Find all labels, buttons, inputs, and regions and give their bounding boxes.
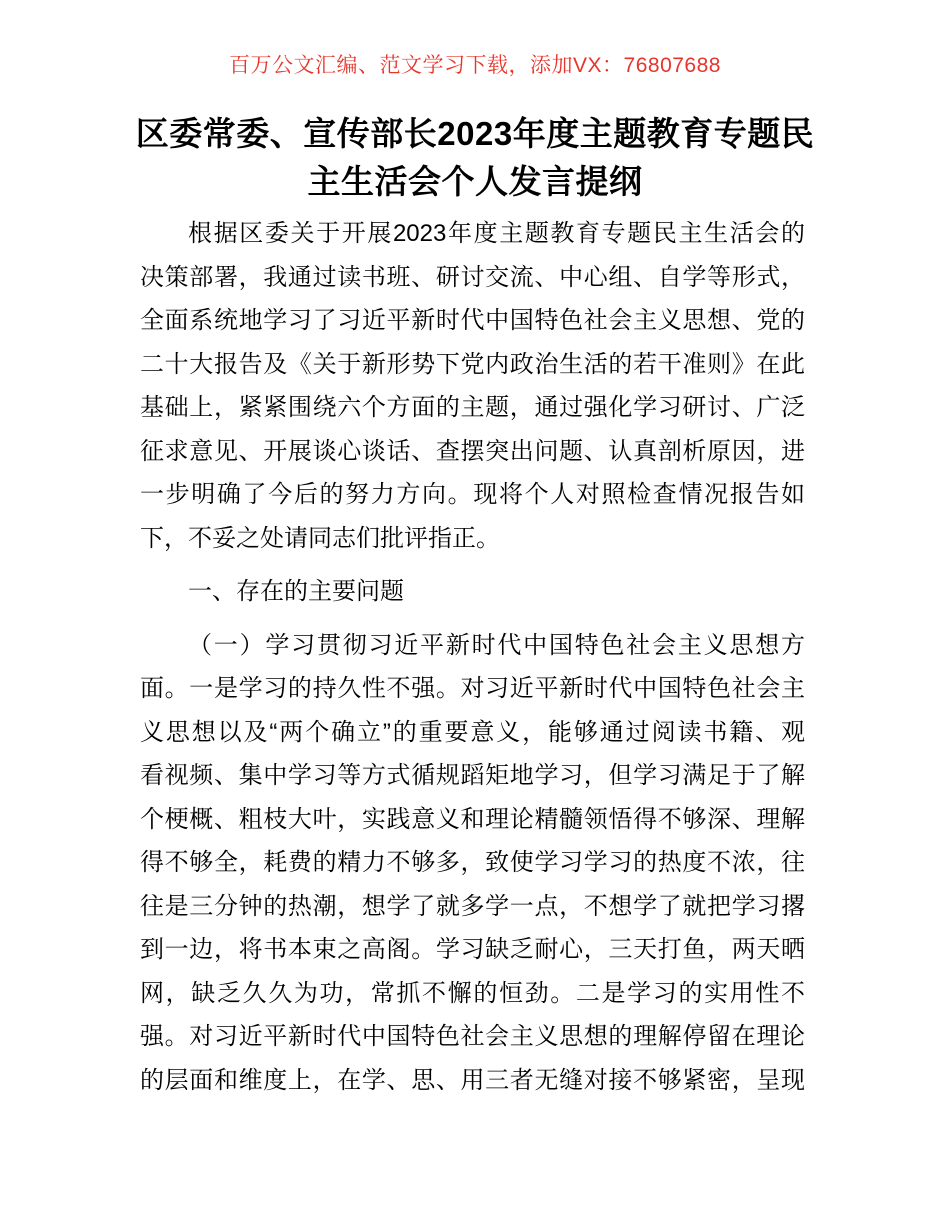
promo-banner: 百万公文汇编、范文学习下载，添加VX：76807688 [229,54,721,77]
paragraph [140,624,805,1103]
text-line: 决策部署，我通过读书班、研讨交流、中心组、自学等形式， [140,263,805,291]
text-line: 个梗概、粗枝大叶，实践意义和理论精髓领悟得不够深、理解 [140,805,805,833]
paragraph [140,212,805,560]
title-line-2: 主生活会个人发言提纲 [307,163,643,200]
text-line: 下，不妥之处请同志们批评指正。 [140,524,500,552]
text-line: 全面系统地学习了习近平新时代中国特色社会主义思想、党的 [140,307,805,334]
document-body [140,212,805,1102]
text-line: 一步明确了今后的努力方向。现将个人对照检查情况报告如 [140,481,805,508]
text-line: 根据区委关于开展2023年度主题教育专题民主生活会的 [188,220,805,247]
text-line: 网，缺乏久久为功，常抓不懈的恒劲。二是学习的实用性不 [140,979,805,1007]
text-line: 到一边，将书本束之高阁。学习缺乏耐心，三天打鱼，两天晒 [140,936,805,963]
text-line: 二十大报告及《关于新形势下党内政治生活的若干准则》在此 [140,350,805,378]
text-line: 征求意见、开展谈心谈话、查摆突出问题、认真剖析原因，进 [140,437,805,465]
text-line: 得不够全，耗费的精力不够多，致使学习学习的热度不浓，往 [140,849,805,876]
title-line-1: 区委常委、宣传部长2023年度主题教育专题民 [135,115,815,152]
text-line: 的层面和维度上，在学、思、用三者无缝对接不够紧密，呈现 [140,1066,805,1094]
document-title [0,110,950,206]
text-line: 看视频、集中学习等方式循规蹈矩地学习，但学习满足于了解 [140,762,805,789]
text-line: 往是三分钟的热潮，想学了就多学一点，不想学了就把学习撂 [140,892,805,920]
text-line: 义思想以及“两个确立”的重要意义，能够通过阅读书籍、观 [140,718,805,746]
text-line: （一）学习贯彻习近平新时代中国特色社会主义思想方 [188,631,805,659]
text-line: 面。一是学习的持久性不强。对习近平新时代中国特色社会主 [140,675,805,702]
text-line: 一、存在的主要问题 [188,578,404,605]
text-line: 基础上，紧紧围绕六个方面的主题，通过强化学习研讨、广泛 [140,394,805,421]
text-line: 强。对习近平新时代中国特色社会主义思想的理解停留在理论 [140,1023,805,1050]
section-heading [140,570,805,614]
